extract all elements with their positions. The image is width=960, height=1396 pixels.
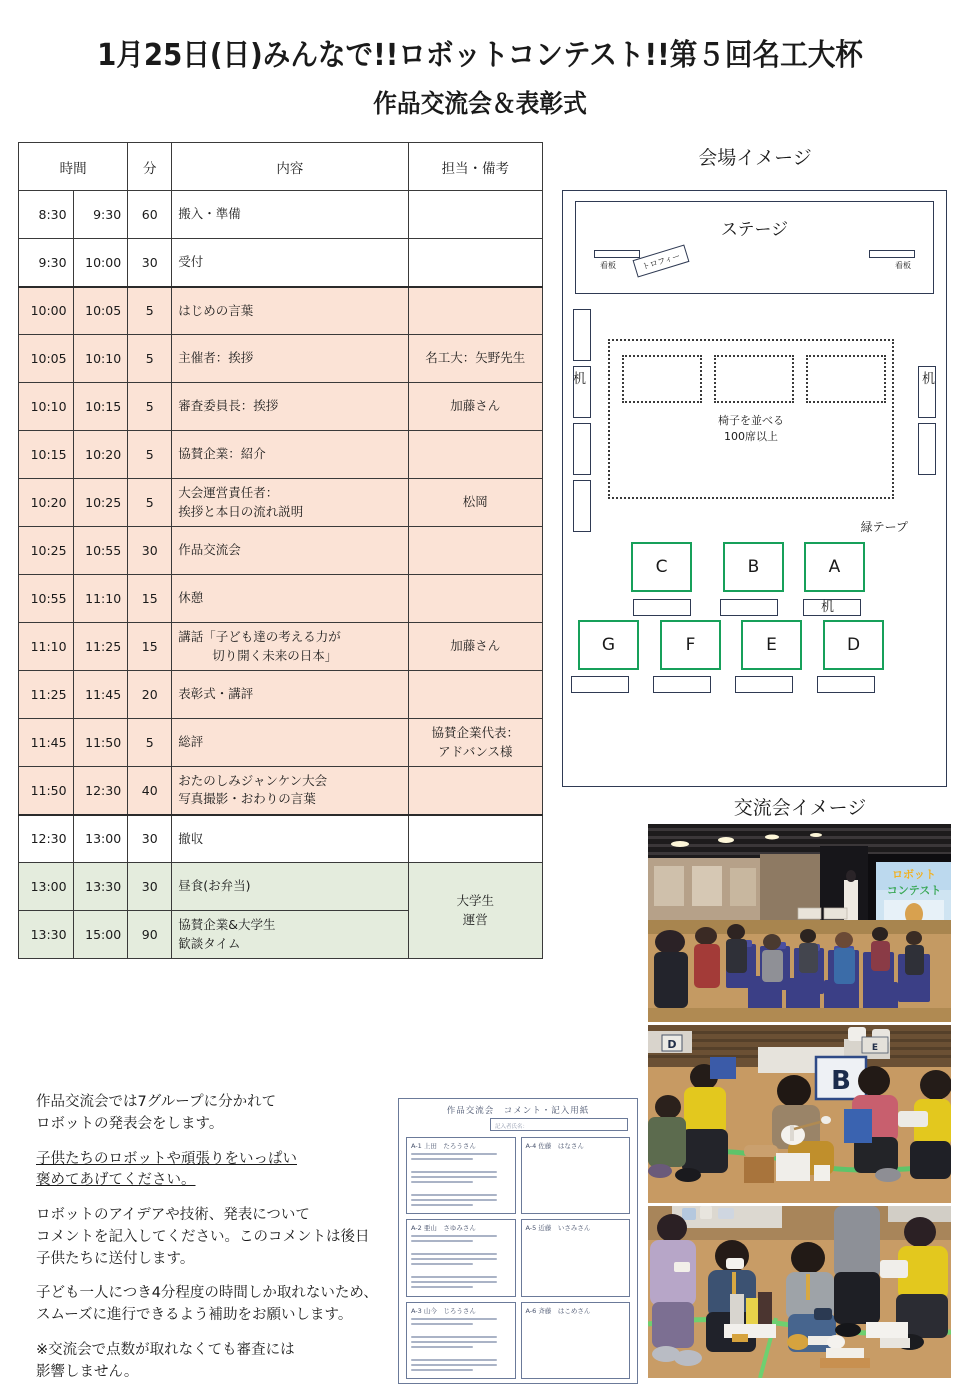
cell-duration: 5 — [128, 719, 172, 767]
cell-end-time: 10:10 — [73, 335, 128, 383]
comment-line — [411, 1369, 473, 1371]
booth-f: F — [660, 620, 721, 670]
cell-note — [408, 527, 542, 575]
cell-duration: 90 — [128, 911, 172, 959]
comment-line-gap — [411, 1328, 511, 1333]
cell-duration: 5 — [128, 383, 172, 431]
comment-line — [411, 1359, 497, 1361]
comment-line — [411, 1276, 497, 1278]
booth-desk-f — [653, 676, 711, 693]
booth-b: B — [723, 542, 784, 592]
booth-e: E — [741, 620, 802, 670]
note-text-5: ※交流会で点数が取れなくても審査には 影響しません。 — [36, 1341, 295, 1380]
comment-sheet-entry-label: A-1 上田 たろうさん — [411, 1142, 476, 1150]
cell-note: 松岡 — [408, 479, 542, 527]
photo-booth-demo — [648, 1025, 951, 1203]
cell-start-time: 10:15 — [19, 431, 74, 479]
cell-start-time: 10:10 — [19, 383, 74, 431]
desk-left-1 — [573, 309, 591, 361]
table-row — [19, 335, 543, 383]
cell-end-time: 10:25 — [73, 479, 128, 527]
comment-line — [411, 1240, 473, 1242]
cell-duration: 60 — [128, 191, 172, 239]
signboard-left-label: 看板 — [600, 261, 616, 270]
cell-end-time: 13:30 — [73, 863, 128, 911]
cell-end-time: 10:15 — [73, 383, 128, 431]
table-row — [19, 767, 543, 815]
cell-end-time: 11:45 — [73, 671, 128, 719]
comment-sheet-entry — [521, 1137, 631, 1214]
cell-note — [408, 191, 542, 239]
cell-note — [408, 239, 542, 287]
merged-note-line2: 運営 — [462, 911, 488, 927]
cell-duration: 30 — [128, 527, 172, 575]
seating-caption — [610, 413, 892, 445]
booth-desk-label: 机 — [821, 600, 835, 615]
comment-sheet-title: 作品交流会 コメント・記入用紙 — [446, 1106, 590, 1116]
photo-section-title: 交流会イメージ — [733, 797, 867, 819]
note-paragraph-5 — [36, 1340, 381, 1384]
cell-duration: 40 — [128, 767, 172, 815]
cell-note — [408, 431, 542, 479]
table-row — [19, 383, 543, 431]
note-text-4: 子ども一人につき4分程度の時間しか取れないため、スムーズに進行できるよう補助をお願いします。 — [36, 1285, 378, 1323]
note-text-3: ロボットのアイデアや技術、発表について コメントを記入してください。このコメントは後日子供たちに送付します。 — [36, 1207, 370, 1267]
cell-duration: 30 — [128, 815, 172, 863]
comment-line — [411, 1253, 497, 1255]
booth-desk-c — [633, 599, 691, 616]
comment-sheet-entry — [406, 1137, 516, 1214]
desk-left-4 — [573, 480, 591, 532]
booth-desk-e — [735, 676, 793, 693]
page-title: 1月25日(日)みんなで!!ロボットコンテスト!!第５回名工大杯 — [97, 38, 863, 73]
table-row — [19, 671, 543, 719]
booth-a: A — [804, 542, 865, 592]
desk-right-2 — [918, 423, 936, 475]
comment-sheet-name-field: 記入者氏名： — [490, 1118, 628, 1131]
comment-line — [411, 1364, 497, 1366]
cell-note — [408, 815, 542, 863]
document-header — [0, 0, 960, 120]
comment-line-gap — [411, 1186, 511, 1191]
cell-end-time: 12:30 — [73, 767, 128, 815]
svg-text:D: D — [667, 1038, 677, 1051]
comment-line — [411, 1158, 473, 1160]
cell-duration: 20 — [128, 671, 172, 719]
cell-note-merged — [408, 863, 542, 959]
notes-section — [36, 1092, 381, 1396]
cell-note — [408, 287, 542, 335]
booth-desk-b — [720, 599, 778, 616]
cell-duration: 30 — [128, 863, 172, 911]
svg-text:B: B — [831, 1066, 851, 1096]
comment-line — [411, 1171, 497, 1173]
svg-text:E: E — [871, 1043, 879, 1053]
signboard-right-label: 看板 — [895, 261, 911, 270]
seating-area — [608, 339, 894, 499]
cell-start-time: 9:30 — [19, 239, 74, 287]
comment-line — [411, 1336, 497, 1338]
comment-sheet-entry — [521, 1302, 631, 1379]
comment-line — [411, 1258, 497, 1260]
table-row — [19, 479, 543, 527]
seat-block-2 — [714, 355, 794, 403]
cell-content: 作品交流会 — [172, 527, 408, 575]
cell-start-time: 11:10 — [19, 623, 74, 671]
cell-content: 受付 — [172, 239, 408, 287]
booth-desk-g — [571, 676, 629, 693]
cell-content: 審査委員長：挨拶 — [172, 383, 408, 431]
cell-note — [408, 767, 542, 815]
comment-sheet-entry — [406, 1219, 516, 1296]
cell-start-time: 11:25 — [19, 671, 74, 719]
comment-line — [411, 1181, 473, 1183]
note-paragraph-2 — [36, 1149, 381, 1193]
cell-duration: 30 — [128, 239, 172, 287]
cell-start-time: 10:25 — [19, 527, 74, 575]
table-row — [19, 815, 543, 863]
venue-diagram — [562, 190, 947, 787]
comment-line — [411, 1199, 497, 1201]
note-paragraph-4 — [36, 1283, 381, 1327]
cell-content: 昼食(お弁当) — [172, 863, 408, 911]
cell-duration: 15 — [128, 575, 172, 623]
cell-content: 総評 — [172, 719, 408, 767]
cell-duration: 5 — [128, 431, 172, 479]
cell-start-time: 8:30 — [19, 191, 74, 239]
comment-line — [411, 1263, 473, 1265]
comment-line — [411, 1176, 497, 1178]
note-text-1: 作品交流会では7グループに分かれて ロボットの発表会をします。 — [36, 1094, 277, 1132]
booth-d: D — [823, 620, 884, 670]
comment-line — [411, 1346, 473, 1348]
cell-start-time: 12:30 — [19, 815, 74, 863]
comment-line — [411, 1281, 497, 1283]
comment-sheet-entry-label: A-5 近藤 いさみさん — [525, 1224, 591, 1233]
cell-duration: 15 — [128, 623, 172, 671]
comment-line — [411, 1341, 497, 1343]
comment-line — [411, 1153, 497, 1155]
cell-start-time: 11:45 — [19, 719, 74, 767]
cell-content: はじめの言葉 — [172, 287, 408, 335]
signboard-left-shape — [594, 250, 640, 258]
cell-start-time: 11:50 — [19, 767, 74, 815]
note-paragraph-1 — [36, 1092, 381, 1136]
column-header-note: 担当・備考 — [408, 143, 542, 191]
comment-line — [411, 1204, 473, 1206]
comment-line — [411, 1286, 473, 1288]
comment-line-gap — [411, 1268, 511, 1273]
table-row — [19, 431, 543, 479]
table-header-row — [19, 143, 543, 191]
svg-text:コンテスト: コンテスト — [886, 884, 942, 897]
cell-note — [408, 671, 542, 719]
table-row — [19, 575, 543, 623]
table-row — [19, 191, 543, 239]
cell-start-time: 10:05 — [19, 335, 74, 383]
cell-note: 加藤さん — [408, 383, 542, 431]
comment-sheet-entry-label: A-3 山今 じろうさん — [411, 1306, 476, 1315]
green-tape-label: 緑テープ — [860, 520, 908, 534]
cell-end-time: 10:55 — [73, 527, 128, 575]
stage-area — [575, 201, 934, 294]
merged-note-line1: 大学生 — [456, 893, 495, 909]
seating-caption-line1: 椅子を並べる — [718, 414, 784, 427]
column-header-minutes: 分 — [128, 143, 172, 191]
column-header-time: 時間 — [19, 143, 128, 191]
comment-sheet-entry-label: A-4 佐藤 はなさん — [525, 1142, 584, 1150]
cell-end-time: 9:30 — [73, 191, 128, 239]
cell-duration: 5 — [128, 287, 172, 335]
cell-end-time: 11:50 — [73, 719, 128, 767]
cell-duration: 5 — [128, 479, 172, 527]
cell-note: 協賛企業代表： アドバンス様 — [408, 719, 542, 767]
cell-end-time: 11:10 — [73, 575, 128, 623]
cell-content: 休憩 — [172, 575, 408, 623]
desk-right-label: 机 — [921, 372, 935, 387]
comment-sheet-entry-label: A-2 亜山 さゆみさん — [411, 1224, 476, 1233]
cell-end-time: 13:00 — [73, 815, 128, 863]
table-row — [19, 239, 543, 287]
table-row — [19, 623, 543, 671]
comment-line — [411, 1323, 473, 1325]
seating-caption-line2: 100席以上 — [724, 429, 778, 443]
table-row — [19, 527, 543, 575]
photo-children-robots — [648, 1206, 951, 1378]
comment-sheet-entry — [521, 1219, 631, 1296]
comment-line-gap — [411, 1351, 511, 1356]
cell-content: 主催者：挨拶 — [172, 335, 408, 383]
note-text-2: 子供たちのロボットや頑張りをいっぱい 褒めてあげてください。 — [36, 1150, 297, 1189]
cell-content: おたのしみジャンケン大会 写真撮影・おわりの言葉 — [172, 767, 408, 815]
comment-line — [411, 1235, 497, 1237]
table-row — [19, 863, 543, 911]
cell-end-time: 15:00 — [73, 911, 128, 959]
cell-content: 搬入・準備 — [172, 191, 408, 239]
table-row — [19, 287, 543, 335]
cell-content: 大会運営責任者： 挨拶と本日の流れ説明 — [172, 479, 408, 527]
cell-content: 協賛企業&大学生 歓談タイム — [172, 911, 408, 959]
comment-line-gap — [411, 1163, 511, 1168]
cell-end-time: 10:00 — [73, 239, 128, 287]
cell-start-time: 13:00 — [19, 863, 74, 911]
cell-start-time: 13:30 — [19, 911, 74, 959]
cell-end-time: 11:25 — [73, 623, 128, 671]
cell-note: 名工大：矢野先生 — [408, 335, 542, 383]
cell-note: 加藤さん — [408, 623, 542, 671]
cell-note — [408, 575, 542, 623]
stage-label: ステージ — [720, 220, 789, 240]
schedule-table — [18, 142, 543, 959]
photo-auditorium — [648, 824, 951, 1022]
cell-end-time: 10:05 — [73, 287, 128, 335]
desk-left-3 — [573, 423, 591, 475]
trophy-table-label: トロフィー — [633, 244, 690, 277]
cell-content: 協賛企業：紹介 — [172, 431, 408, 479]
cell-content: 講話「子ども達の考える力が 切り開く未来の日本」 — [172, 623, 408, 671]
svg-text:ロボット: ロボット — [892, 868, 936, 881]
column-header-content: 内容 — [172, 143, 408, 191]
comment-sheet-entry-label: A-6 斉藤 はこめさん — [525, 1306, 591, 1315]
comment-line — [411, 1318, 497, 1320]
seat-block-1 — [622, 355, 702, 403]
booth-desk-d — [817, 676, 875, 693]
comment-sheet-entry — [406, 1302, 516, 1379]
page-subtitle: 作品交流会＆表彰式 — [373, 89, 587, 118]
seat-block-3 — [806, 355, 886, 403]
booth-c: C — [631, 542, 692, 592]
comment-line — [411, 1194, 497, 1196]
cell-start-time: 10:00 — [19, 287, 74, 335]
cell-start-time: 10:55 — [19, 575, 74, 623]
cell-content: 表彰式・講評 — [172, 671, 408, 719]
desk-left-label: 机 — [573, 372, 587, 387]
comment-line-gap — [411, 1245, 511, 1250]
cell-content: 撤収 — [172, 815, 408, 863]
table-row — [19, 719, 543, 767]
cell-duration: 5 — [128, 335, 172, 383]
cell-start-time: 10:20 — [19, 479, 74, 527]
cell-end-time: 10:20 — [73, 431, 128, 479]
note-paragraph-3 — [36, 1205, 381, 1270]
venue-diagram-title: 会場イメージ — [698, 147, 812, 169]
comment-sheet-thumbnail — [398, 1098, 638, 1384]
signboard-right-shape — [869, 250, 915, 258]
booth-g: G — [578, 620, 639, 670]
